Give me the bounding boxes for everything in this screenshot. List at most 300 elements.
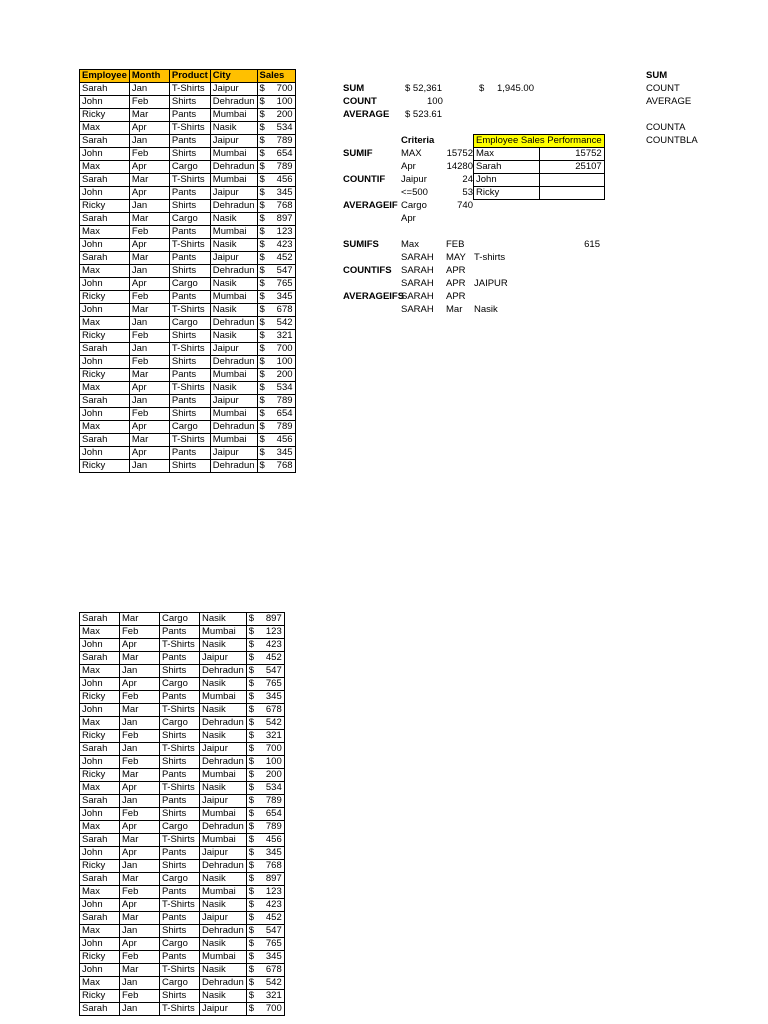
- countifs-row2-criteria-2[interactable]: APR: [446, 278, 466, 289]
- product-cell[interactable]: Cargo: [169, 421, 210, 434]
- sales-cell[interactable]: [246, 795, 284, 808]
- month-cell[interactable]: Jan: [129, 460, 169, 473]
- product-cell[interactable]: Cargo: [160, 977, 200, 990]
- city-cell[interactable]: Nasik: [210, 239, 257, 252]
- city-cell[interactable]: Jaipur: [200, 795, 247, 808]
- employee-cell[interactable]: John: [80, 447, 130, 460]
- month-cell[interactable]: Jan: [120, 1003, 160, 1016]
- product-cell[interactable]: Pants: [169, 187, 210, 200]
- product-cell[interactable]: Pants: [169, 135, 210, 148]
- sales-cell[interactable]: [246, 977, 284, 990]
- month-cell[interactable]: Mar: [129, 252, 169, 265]
- city-cell[interactable]: Dehradun: [210, 421, 257, 434]
- sales-cell[interactable]: [257, 174, 295, 187]
- sales-cell[interactable]: [246, 873, 284, 886]
- month-cell[interactable]: Jan: [120, 977, 160, 990]
- month-cell[interactable]: Feb: [129, 96, 169, 109]
- city-cell[interactable]: Jaipur: [210, 252, 257, 265]
- count-value[interactable]: 100: [427, 96, 443, 107]
- perf-name-ricky[interactable]: Ricky: [474, 187, 540, 200]
- product-cell[interactable]: Pants: [169, 109, 210, 122]
- employee-cell[interactable]: Sarah: [80, 912, 120, 925]
- averageifs-row2-criteria-1[interactable]: SARAH: [401, 304, 434, 315]
- city-cell[interactable]: Jaipur: [200, 743, 247, 756]
- product-cell[interactable]: Pants: [160, 691, 200, 704]
- sales-cell[interactable]: [257, 382, 295, 395]
- countifs-row2-criteria-3[interactable]: JAIPUR: [474, 278, 508, 289]
- sales-cell[interactable]: [257, 395, 295, 408]
- employee-cell[interactable]: John: [80, 899, 120, 912]
- employee-cell[interactable]: John: [80, 148, 130, 161]
- month-cell[interactable]: Jan: [129, 343, 169, 356]
- product-cell[interactable]: T-Shirts: [160, 704, 200, 717]
- city-cell[interactable]: Dehradun: [210, 356, 257, 369]
- city-cell[interactable]: Nasik: [200, 782, 247, 795]
- month-cell[interactable]: Mar: [120, 873, 160, 886]
- month-cell[interactable]: Mar: [120, 964, 160, 977]
- sales-cell[interactable]: [246, 743, 284, 756]
- month-cell[interactable]: Jan: [120, 665, 160, 678]
- product-cell[interactable]: Pants: [160, 652, 200, 665]
- header-month[interactable]: Month: [129, 70, 169, 83]
- employee-cell[interactable]: Max: [80, 317, 130, 330]
- sales-cell[interactable]: [246, 756, 284, 769]
- employee-cell[interactable]: Max: [80, 382, 130, 395]
- month-cell[interactable]: Mar: [129, 304, 169, 317]
- employee-cell[interactable]: Ricky: [80, 460, 130, 473]
- averageif-result-1[interactable]: 740: [457, 200, 473, 211]
- employee-cell[interactable]: John: [80, 678, 120, 691]
- sales-cell[interactable]: [257, 109, 295, 122]
- product-cell[interactable]: Pants: [160, 847, 200, 860]
- city-cell[interactable]: Dehradun: [210, 265, 257, 278]
- month-cell[interactable]: Jan: [120, 795, 160, 808]
- sales-cell[interactable]: [246, 769, 284, 782]
- sales-cell[interactable]: [246, 613, 284, 626]
- city-cell[interactable]: Mumbai: [200, 808, 247, 821]
- product-cell[interactable]: Shirts: [160, 756, 200, 769]
- sales-cell[interactable]: [257, 239, 295, 252]
- month-cell[interactable]: Feb: [120, 691, 160, 704]
- product-cell[interactable]: Cargo: [169, 213, 210, 226]
- city-cell[interactable]: Nasik: [200, 678, 247, 691]
- city-cell[interactable]: Jaipur: [200, 912, 247, 925]
- employee-cell[interactable]: John: [80, 278, 130, 291]
- product-cell[interactable]: Pants: [160, 912, 200, 925]
- sales-cell[interactable]: [257, 200, 295, 213]
- header-sales[interactable]: Sales: [257, 70, 295, 83]
- city-cell[interactable]: Nasik: [200, 704, 247, 717]
- product-cell[interactable]: Pants: [169, 395, 210, 408]
- sumifs-row2-criteria-1[interactable]: SARAH: [401, 252, 434, 263]
- month-cell[interactable]: Feb: [120, 756, 160, 769]
- month-cell[interactable]: Mar: [120, 834, 160, 847]
- sales-cell[interactable]: [257, 122, 295, 135]
- month-cell[interactable]: Mar: [129, 213, 169, 226]
- average-value[interactable]: $ 523.61: [405, 109, 442, 120]
- employee-cell[interactable]: John: [80, 704, 120, 717]
- product-cell[interactable]: Cargo: [160, 821, 200, 834]
- employee-cell[interactable]: John: [80, 964, 120, 977]
- sales-cell[interactable]: [246, 912, 284, 925]
- sales-cell[interactable]: [246, 951, 284, 964]
- sum-value[interactable]: $ 52,361: [405, 83, 442, 94]
- product-cell[interactable]: Pants: [160, 795, 200, 808]
- city-cell[interactable]: Nasik: [200, 639, 247, 652]
- sales-cell[interactable]: [246, 821, 284, 834]
- employee-cell[interactable]: Max: [80, 977, 120, 990]
- month-cell[interactable]: Feb: [129, 291, 169, 304]
- product-cell[interactable]: Shirts: [169, 200, 210, 213]
- product-cell[interactable]: T-Shirts: [169, 239, 210, 252]
- product-cell[interactable]: Cargo: [160, 938, 200, 951]
- sales-cell[interactable]: [257, 434, 295, 447]
- city-cell[interactable]: Mumbai: [210, 369, 257, 382]
- perf-value-john[interactable]: [539, 174, 604, 187]
- employee-cell[interactable]: Sarah: [80, 834, 120, 847]
- product-cell[interactable]: Pants: [160, 769, 200, 782]
- countifs-criteria-2[interactable]: APR: [446, 265, 466, 276]
- product-cell[interactable]: T-Shirts: [169, 434, 210, 447]
- product-cell[interactable]: Pants: [169, 447, 210, 460]
- product-cell[interactable]: Cargo: [160, 678, 200, 691]
- month-cell[interactable]: Apr: [120, 899, 160, 912]
- city-cell[interactable]: Mumbai: [210, 109, 257, 122]
- month-cell[interactable]: Mar: [120, 769, 160, 782]
- product-cell[interactable]: T-Shirts: [160, 899, 200, 912]
- month-cell[interactable]: Apr: [120, 821, 160, 834]
- city-cell[interactable]: Nasik: [210, 330, 257, 343]
- employee-cell[interactable]: Ricky: [80, 730, 120, 743]
- employee-cell[interactable]: Sarah: [80, 652, 120, 665]
- employee-cell[interactable]: Max: [80, 226, 130, 239]
- month-cell[interactable]: Apr: [129, 278, 169, 291]
- employee-cell[interactable]: John: [80, 938, 120, 951]
- city-cell[interactable]: Mumbai: [200, 626, 247, 639]
- product-cell[interactable]: Pants: [160, 626, 200, 639]
- sales-cell[interactable]: [246, 717, 284, 730]
- product-cell[interactable]: Pants: [169, 291, 210, 304]
- month-cell[interactable]: Mar: [120, 704, 160, 717]
- employee-cell[interactable]: Sarah: [80, 174, 130, 187]
- product-cell[interactable]: T-Shirts: [169, 304, 210, 317]
- product-cell[interactable]: Shirts: [169, 460, 210, 473]
- employee-cell[interactable]: Max: [80, 925, 120, 938]
- employee-cell[interactable]: Sarah: [80, 213, 130, 226]
- employee-cell[interactable]: Ricky: [80, 990, 120, 1003]
- city-cell[interactable]: Mumbai: [200, 691, 247, 704]
- product-cell[interactable]: Shirts: [169, 408, 210, 421]
- employee-cell[interactable]: Ricky: [80, 691, 120, 704]
- month-cell[interactable]: Feb: [129, 408, 169, 421]
- month-cell[interactable]: Apr: [129, 187, 169, 200]
- employee-cell[interactable]: Max: [80, 886, 120, 899]
- employee-cell[interactable]: Ricky: [80, 369, 130, 382]
- month-cell[interactable]: Apr: [129, 161, 169, 174]
- month-cell[interactable]: Apr: [129, 382, 169, 395]
- city-cell[interactable]: Nasik: [200, 990, 247, 1003]
- product-cell[interactable]: Pants: [169, 226, 210, 239]
- sales-cell[interactable]: [246, 691, 284, 704]
- sumif-result-1[interactable]: 15752: [446, 148, 473, 159]
- city-cell[interactable]: Nasik: [210, 304, 257, 317]
- averageifs-row2-criteria-3[interactable]: Nasik: [474, 304, 498, 315]
- product-cell[interactable]: Shirts: [169, 330, 210, 343]
- product-cell[interactable]: Shirts: [160, 990, 200, 1003]
- product-cell[interactable]: T-Shirts: [160, 834, 200, 847]
- product-cell[interactable]: T-Shirts: [160, 782, 200, 795]
- city-cell[interactable]: Nasik: [210, 122, 257, 135]
- month-cell[interactable]: Apr: [129, 421, 169, 434]
- month-cell[interactable]: Feb: [120, 808, 160, 821]
- employee-cell[interactable]: John: [80, 408, 130, 421]
- month-cell[interactable]: Apr: [120, 938, 160, 951]
- month-cell[interactable]: Mar: [120, 652, 160, 665]
- employee-cell[interactable]: Max: [80, 265, 130, 278]
- employee-cell[interactable]: Sarah: [80, 135, 130, 148]
- city-cell[interactable]: Nasik: [200, 964, 247, 977]
- sales-cell[interactable]: [246, 639, 284, 652]
- sales-cell[interactable]: [246, 730, 284, 743]
- sales-cell[interactable]: [257, 83, 295, 96]
- employee-cell[interactable]: Ricky: [80, 951, 120, 964]
- month-cell[interactable]: Feb: [120, 730, 160, 743]
- perf-value-max[interactable]: 15752: [539, 148, 604, 161]
- city-cell[interactable]: Jaipur: [200, 652, 247, 665]
- product-cell[interactable]: Shirts: [160, 925, 200, 938]
- month-cell[interactable]: Feb: [120, 990, 160, 1003]
- city-cell[interactable]: Nasik: [210, 213, 257, 226]
- product-cell[interactable]: T-Shirts: [169, 382, 210, 395]
- city-cell[interactable]: Nasik: [210, 278, 257, 291]
- sales-cell[interactable]: [246, 899, 284, 912]
- product-cell[interactable]: Cargo: [169, 161, 210, 174]
- sales-cell[interactable]: [246, 704, 284, 717]
- sales-cell[interactable]: [257, 330, 295, 343]
- city-cell[interactable]: Jaipur: [210, 343, 257, 356]
- sales-cell[interactable]: [246, 964, 284, 977]
- sumifs-criteria-2[interactable]: FEB: [446, 239, 465, 250]
- month-cell[interactable]: Apr: [120, 782, 160, 795]
- product-cell[interactable]: Shirts: [160, 808, 200, 821]
- employee-cell[interactable]: Sarah: [80, 613, 120, 626]
- city-cell[interactable]: Mumbai: [200, 886, 247, 899]
- sales-cell[interactable]: [257, 408, 295, 421]
- city-cell[interactable]: Mumbai: [210, 434, 257, 447]
- month-cell[interactable]: Mar: [120, 613, 160, 626]
- employee-cell[interactable]: John: [80, 639, 120, 652]
- month-cell[interactable]: Jan: [120, 717, 160, 730]
- sales-cell[interactable]: [257, 135, 295, 148]
- product-cell[interactable]: T-Shirts: [169, 343, 210, 356]
- city-cell[interactable]: Mumbai: [200, 769, 247, 782]
- header-city[interactable]: City: [210, 70, 257, 83]
- sales-cell[interactable]: [246, 834, 284, 847]
- averageifs-row2-criteria-2[interactable]: Mar: [446, 304, 463, 315]
- employee-cell[interactable]: Max: [80, 122, 130, 135]
- city-cell[interactable]: Nasik: [200, 873, 247, 886]
- month-cell[interactable]: Jan: [120, 860, 160, 873]
- month-cell[interactable]: Mar: [129, 109, 169, 122]
- month-cell[interactable]: Feb: [120, 951, 160, 964]
- city-cell[interactable]: Nasik: [200, 613, 247, 626]
- sales-cell[interactable]: [257, 460, 295, 473]
- sales-cell[interactable]: [257, 278, 295, 291]
- city-cell[interactable]: Dehradun: [200, 860, 247, 873]
- employee-cell[interactable]: John: [80, 356, 130, 369]
- month-cell[interactable]: Apr: [129, 239, 169, 252]
- sales-cell[interactable]: [257, 265, 295, 278]
- city-cell[interactable]: Dehradun: [200, 977, 247, 990]
- countif-result-2[interactable]: 53: [462, 187, 473, 198]
- product-cell[interactable]: Pants: [169, 252, 210, 265]
- sales-cell[interactable]: [246, 886, 284, 899]
- product-cell[interactable]: Shirts: [160, 665, 200, 678]
- month-cell[interactable]: Feb: [120, 886, 160, 899]
- city-cell[interactable]: Dehradun: [210, 96, 257, 109]
- city-cell[interactable]: Mumbai: [210, 148, 257, 161]
- sales-cell[interactable]: [246, 652, 284, 665]
- city-cell[interactable]: Jaipur: [210, 447, 257, 460]
- sales-cell[interactable]: [246, 782, 284, 795]
- city-cell[interactable]: Nasik: [210, 382, 257, 395]
- countif-criteria-1[interactable]: Jaipur: [401, 174, 427, 185]
- sales-cell[interactable]: [246, 938, 284, 951]
- sales-cell[interactable]: [257, 148, 295, 161]
- employee-cell[interactable]: Sarah: [80, 252, 130, 265]
- countifs-row2-criteria-1[interactable]: SARAH: [401, 278, 434, 289]
- averageifs-criteria-2[interactable]: APR: [446, 291, 466, 302]
- product-cell[interactable]: Cargo: [160, 717, 200, 730]
- sumif-criteria-1[interactable]: MAX: [401, 148, 422, 159]
- employee-cell[interactable]: Ricky: [80, 291, 130, 304]
- product-cell[interactable]: T-Shirts: [160, 964, 200, 977]
- sumifs-row2-criteria-2[interactable]: MAY: [446, 252, 466, 263]
- sumifs-criteria-1[interactable]: Max: [401, 239, 419, 250]
- month-cell[interactable]: Apr: [129, 122, 169, 135]
- sales-cell[interactable]: [257, 369, 295, 382]
- city-cell[interactable]: Mumbai: [210, 291, 257, 304]
- employee-cell[interactable]: Ricky: [80, 200, 130, 213]
- month-cell[interactable]: Jan: [129, 395, 169, 408]
- employee-cell[interactable]: Max: [80, 821, 120, 834]
- sales-cell[interactable]: [246, 847, 284, 860]
- sales-cell[interactable]: [246, 626, 284, 639]
- month-cell[interactable]: Mar: [129, 434, 169, 447]
- city-cell[interactable]: Mumbai: [200, 834, 247, 847]
- product-cell[interactable]: T-Shirts: [169, 122, 210, 135]
- header-employee[interactable]: Employee: [80, 70, 130, 83]
- employee-cell[interactable]: Max: [80, 782, 120, 795]
- city-cell[interactable]: Dehradun: [200, 665, 247, 678]
- employee-cell[interactable]: Max: [80, 717, 120, 730]
- sales-cell[interactable]: [257, 317, 295, 330]
- performance-title[interactable]: Employee Sales Performance: [474, 135, 605, 148]
- month-cell[interactable]: Mar: [129, 174, 169, 187]
- employee-cell[interactable]: Sarah: [80, 395, 130, 408]
- month-cell[interactable]: Jan: [129, 200, 169, 213]
- city-cell[interactable]: Dehradun: [200, 756, 247, 769]
- product-cell[interactable]: T-Shirts: [169, 83, 210, 96]
- month-cell[interactable]: Feb: [129, 226, 169, 239]
- city-cell[interactable]: Dehradun: [200, 821, 247, 834]
- product-cell[interactable]: Shirts: [160, 860, 200, 873]
- employee-cell[interactable]: Max: [80, 665, 120, 678]
- city-cell[interactable]: Jaipur: [210, 83, 257, 96]
- sales-cell[interactable]: [246, 678, 284, 691]
- sales-cell[interactable]: [246, 808, 284, 821]
- product-cell[interactable]: Shirts: [169, 148, 210, 161]
- sales-cell[interactable]: [257, 226, 295, 239]
- month-cell[interactable]: Jan: [129, 265, 169, 278]
- city-cell[interactable]: Dehradun: [210, 460, 257, 473]
- employee-cell[interactable]: Sarah: [80, 434, 130, 447]
- employee-cell[interactable]: Ricky: [80, 769, 120, 782]
- employee-cell[interactable]: Max: [80, 161, 130, 174]
- averageif-criteria-1[interactable]: Cargo: [401, 200, 427, 211]
- employee-cell[interactable]: Sarah: [80, 343, 130, 356]
- sales-cell[interactable]: [257, 291, 295, 304]
- product-cell[interactable]: T-Shirts: [160, 1003, 200, 1016]
- city-cell[interactable]: Nasik: [200, 730, 247, 743]
- product-cell[interactable]: Cargo: [160, 613, 200, 626]
- product-cell[interactable]: Shirts: [169, 356, 210, 369]
- employee-cell[interactable]: Ricky: [80, 860, 120, 873]
- employee-cell[interactable]: Sarah: [80, 83, 130, 96]
- product-cell[interactable]: Pants: [169, 369, 210, 382]
- product-cell[interactable]: Cargo: [169, 317, 210, 330]
- employee-cell[interactable]: John: [80, 239, 130, 252]
- perf-name-max[interactable]: Max: [474, 148, 540, 161]
- sum-extra-value[interactable]: 1,945.00: [497, 83, 534, 94]
- product-cell[interactable]: T-Shirts: [160, 743, 200, 756]
- employee-cell[interactable]: Max: [80, 626, 120, 639]
- employee-cell[interactable]: John: [80, 96, 130, 109]
- city-cell[interactable]: Mumbai: [200, 951, 247, 964]
- month-cell[interactable]: Apr: [120, 678, 160, 691]
- employee-cell[interactable]: Sarah: [80, 1003, 120, 1016]
- employee-cell[interactable]: John: [80, 808, 120, 821]
- sales-cell[interactable]: [246, 1003, 284, 1016]
- product-cell[interactable]: Shirts: [169, 265, 210, 278]
- employee-cell[interactable]: Ricky: [80, 330, 130, 343]
- sales-cell[interactable]: [257, 213, 295, 226]
- city-cell[interactable]: Nasik: [200, 899, 247, 912]
- month-cell[interactable]: Jan: [120, 743, 160, 756]
- header-product[interactable]: Product: [169, 70, 210, 83]
- month-cell[interactable]: Feb: [120, 626, 160, 639]
- perf-value-sarah[interactable]: 25107: [539, 161, 604, 174]
- city-cell[interactable]: Jaipur: [210, 135, 257, 148]
- sales-cell[interactable]: [257, 96, 295, 109]
- product-cell[interactable]: T-Shirts: [160, 639, 200, 652]
- month-cell[interactable]: Apr: [129, 447, 169, 460]
- month-cell[interactable]: Feb: [129, 356, 169, 369]
- month-cell[interactable]: Feb: [129, 330, 169, 343]
- city-cell[interactable]: Mumbai: [210, 174, 257, 187]
- sales-cell[interactable]: [257, 447, 295, 460]
- city-cell[interactable]: Dehradun: [210, 200, 257, 213]
- sales-cell[interactable]: [246, 860, 284, 873]
- city-cell[interactable]: Dehradun: [200, 717, 247, 730]
- city-cell[interactable]: Jaipur: [210, 187, 257, 200]
- month-cell[interactable]: Jan: [129, 317, 169, 330]
- city-cell[interactable]: Jaipur: [200, 1003, 247, 1016]
- month-cell[interactable]: Feb: [129, 148, 169, 161]
- sumif-criteria-2[interactable]: Apr: [401, 161, 416, 172]
- month-cell[interactable]: Jan: [120, 925, 160, 938]
- city-cell[interactable]: Dehradun: [210, 317, 257, 330]
